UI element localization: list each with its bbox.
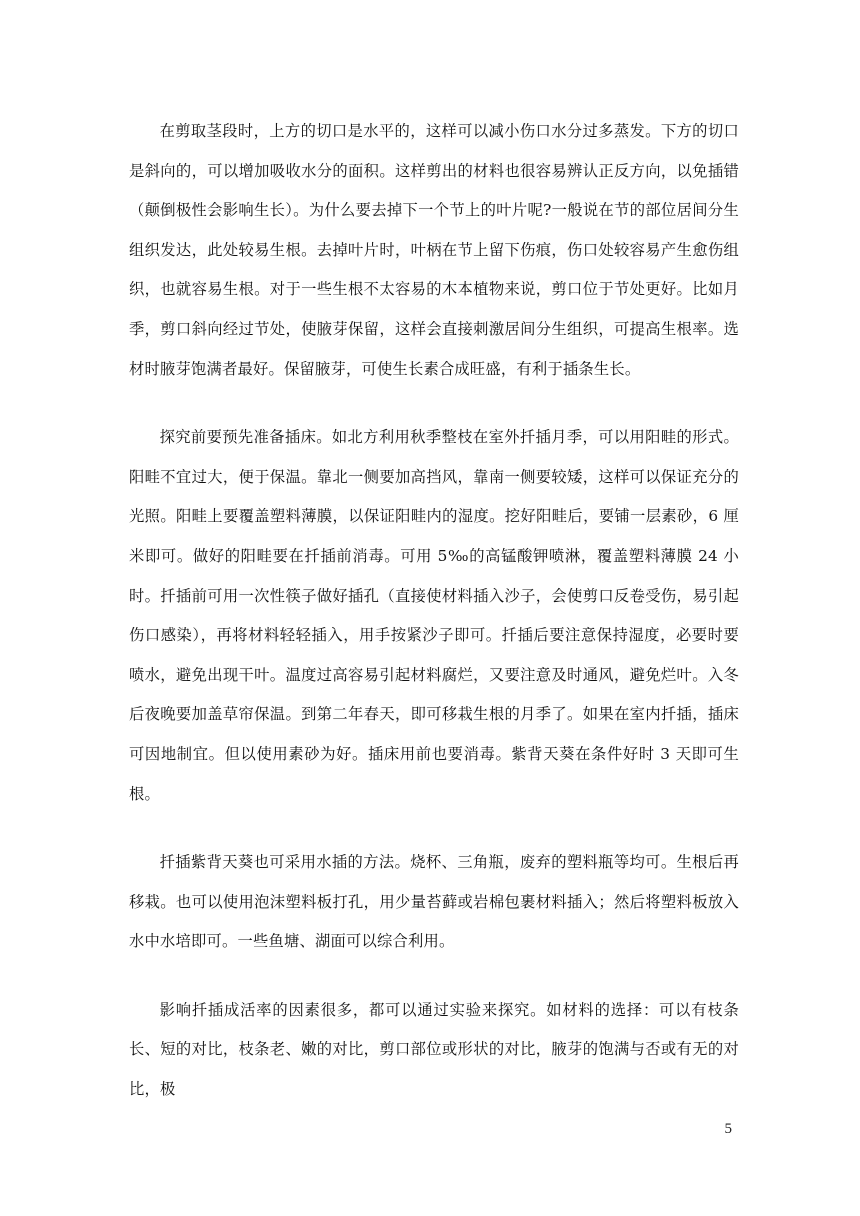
paragraph-water-cutting: 扦插紫背天葵也可采用水插的方法。烧杯、三角瓶，废弃的塑料瓶等均可。生根后再移栽。也可以使用泡沫塑料板打孔，用少量苔藓或岩棉包裹材料插入；然后将塑料板放入水中水培即可。一些鱼塘、湖面可以综合利用。 <box>129 853 739 951</box>
paragraph-cutting-stem: 在剪取茎段时，上方的切口是水平的，这样可以减小伤口水分过多蒸发。下方的切口是斜向的，可以增加吸收水分的面积。这样剪出的材料也很容易辨认正反方向，以免插错（颠倒极性会影响生长）。为什么要去掉下一个节上的叶片呢?一般说在节的部位居间分生组织发达，此处较易生根。去掉叶片时，叶柄在节上留下伤痕，伤口处较容易产生愈伤组织，也就容易生根。对于一些生根不太容易的木本植物来说，剪口位于节处更好。比如月季，剪口斜向经过节处，使腋芽保留，这样会直接刺激居间分生组织，可提高生根率。选材时腋芽饱满者最好。保留腋芽，可使生长素合成旺盛，有利于插条生长。 <box>129 122 739 378</box>
paragraph-prepare-bed: 探究前要预先准备插床。如北方利用秋季整枝在室外扦插月季，可以用阳畦的形式。阳畦不宜过大，便于保温。靠北一侧要加高挡风，靠南一侧要较矮，这样可以保证充分的光照。阳畦上要覆盖塑料薄膜，以保证阳畦内的湿度。挖好阳畦后，要铺一层素砂，6 厘米即可。做好的阳畦要在扦插前消毒。可用 5‰的高锰酸钾喷淋，覆盖塑料薄膜 24 小时。扦插前可用一次性筷子做好插孔（直接使材料插入沙子，会使剪口反卷受伤，易引起伤口感染），再将材料轻轻插入，用手按紧沙子即可。扦插后要注意保持湿度，必要时要喷水，避免出现干叶。温度过高容易引起材料腐烂，又要注意及时通风，避免烂叶。入冬后夜晚要加盖草帘保温。到第二年春天，即可移栽生根的月季了。如果在室内扦插，插床可因地制宜。但以使用素砂为好。插床用前也要消毒。紫背天葵在条件好时 3 天即可生根。 <box>129 428 739 803</box>
page-number: 5 <box>724 1121 732 1137</box>
document-body <box>129 112 739 1139</box>
paragraph-influencing-factors: 影响扦插成活率的因素很多，都可以通过实验来探究。如材料的选择：可以有枝条长、短的对比，枝条老、嫩的对比，剪口部位或形状的对比，腋芽的饱满与否或有无的对比，极 <box>129 1000 739 1099</box>
